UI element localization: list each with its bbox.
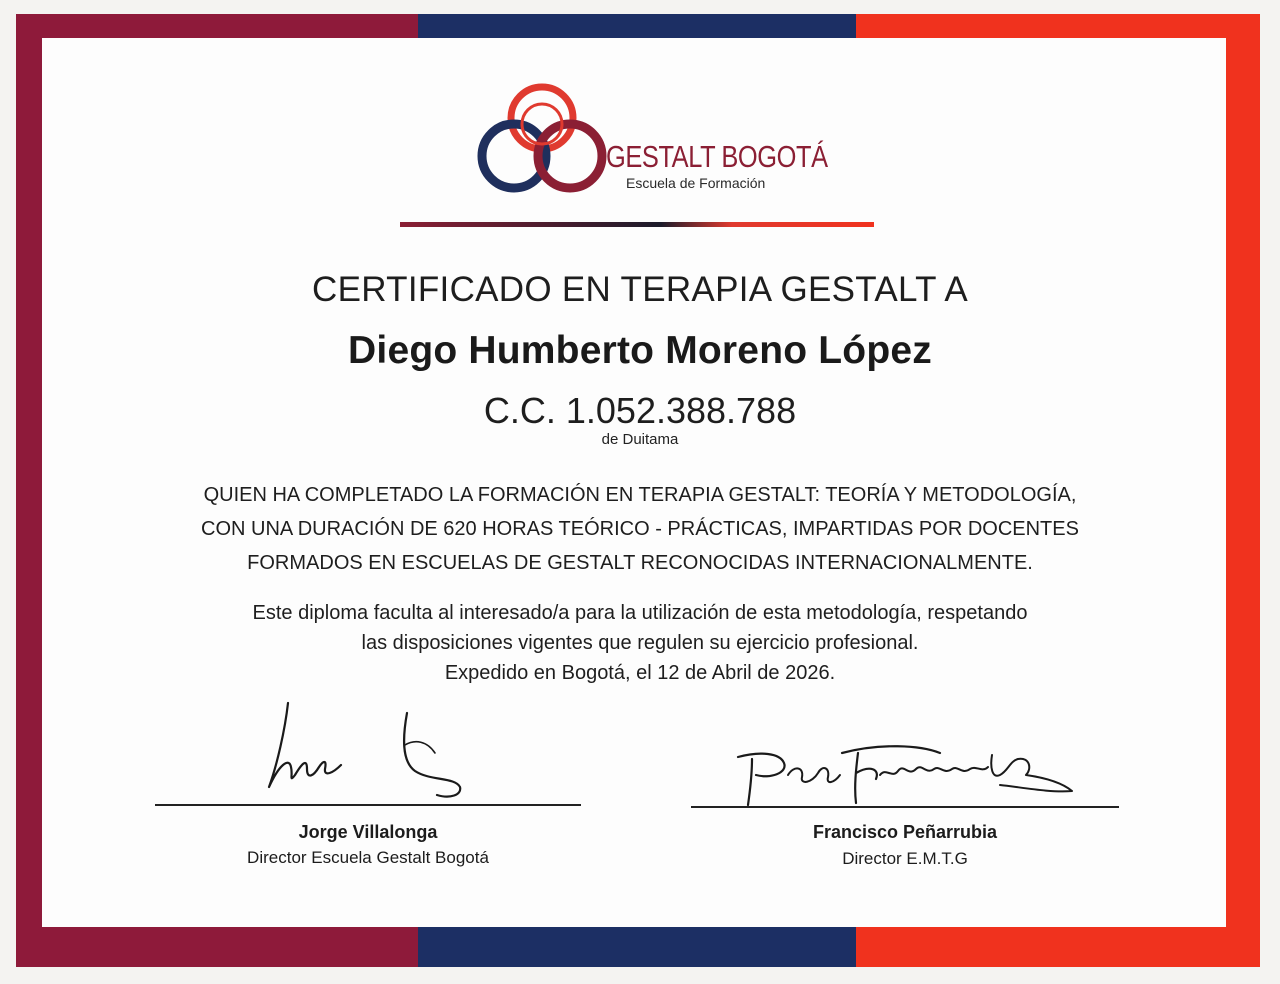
signer-role-left: Director Escuela Gestalt Bogotá [247,848,489,867]
signature-left-scribble [255,695,475,805]
logo-name: GESTALT BOGOTÁ [606,139,828,174]
statement-line: FORMADOS EN ESCUELAS DE GESTALT RECONOCIDAS INTERNACIONALMENTE. [247,552,1033,574]
signer-role-right: Director E.M.T.G [842,849,968,868]
logo-tagline: Escuela de Formación [626,175,766,191]
terms-line: las disposiciones vigentes que regulen su ejercicio profesional. [361,632,919,654]
signer-name-left: Jorge Villalonga [298,822,438,842]
diploma-terms [0,598,1280,688]
frame-top-maroon-band [16,14,418,38]
completion-statement [0,478,1280,580]
recipient-id-city: de Duitama [601,431,679,448]
header-divider [400,222,874,227]
frame-bottom-navy-band [418,927,856,967]
frame-top-navy-band [418,14,856,38]
statement-line: QUIEN HA COMPLETADO LA FORMACIÓN EN TERAPIA GESTALT: TEORÍA Y METODOLOGÍA, [203,484,1077,506]
recipient-name: Diego Humberto Moreno López [348,329,932,372]
frame-bottom-maroon-band [16,927,418,967]
frame-bottom-red-band [856,927,1260,967]
recipient-id-number: C.C. 1.052.388.788 [483,390,797,431]
signature-line-left [155,804,581,806]
issue-date-line: Expedido en Bogotá, el 12 de Abril de 2026. [444,662,836,684]
signer-name-right: Francisco Peñarrubia [812,822,998,842]
frame-top-red-band [856,14,1260,38]
signature-line-right [691,806,1119,808]
signature-right-scribble [730,735,1090,815]
terms-line: Este diploma faculta al interesado/a para la utilización de esta metodología, respetando [252,602,1028,624]
certificate-title: CERTIFICADO EN TERAPIA GESTALT A [312,270,968,309]
statement-line: CON UNA DURACIÓN DE 620 HORAS TEÓRICO - PRÁCTICAS, IMPARTIDAS POR DOCENTES [201,518,1079,540]
